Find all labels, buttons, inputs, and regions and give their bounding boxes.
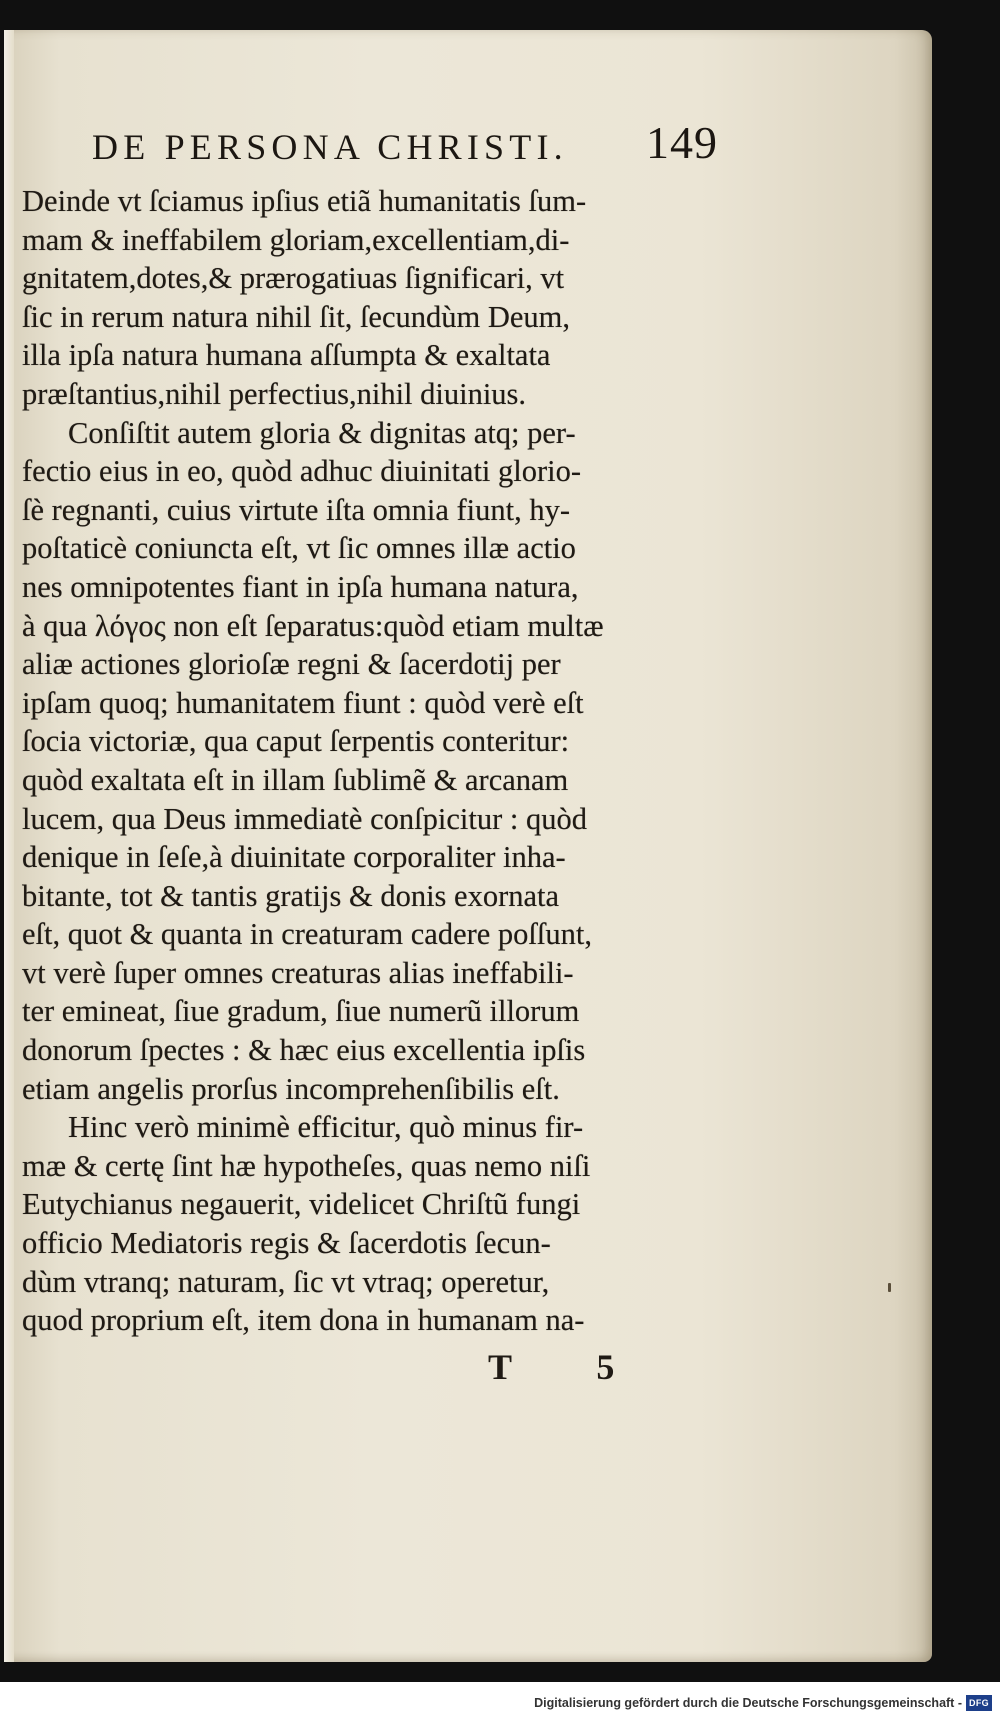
text-line: Conſiſtit autem gloria & dignitas atq; per- <box>68 415 576 450</box>
text-line: ter emineat, ſiue gradum, ſiue numerũ illorum <box>22 994 580 1029</box>
text-line: etiam angelis prorſus incomprehenſibilis eſt. <box>22 1071 560 1106</box>
text-line: à qua λόγος non eſt ſeparatus:quòd etiam multæ <box>22 608 604 643</box>
signature-mark: T 5 <box>488 1347 653 1387</box>
text-line: denique in ſeſe,à diuinitate corporaliter inha- <box>22 840 566 875</box>
text-line: poſtaticè coniuncta eſt, vt ſic omnes illæ actio <box>22 531 576 566</box>
text-line: Eutychianus negauerit, videlicet Chriſtũ fungi <box>22 1187 581 1222</box>
text-line: quod proprium eſt, item dona in humanam na- <box>22 1303 585 1338</box>
paper-spot <box>888 1283 891 1292</box>
text-line: vt verè ſuper omnes creaturas alias ineffabili- <box>22 955 574 990</box>
text-line: Deinde vt ſciamus ipſius etiã humanitatis ſum- <box>22 184 587 218</box>
text-line: lucem, qua Deus immediatè conſpicitur : quòd <box>22 801 587 836</box>
text-line: nes omnipotentes fiant in ipſa humana natura, <box>22 569 579 604</box>
text-line: aliæ actiones glorioſæ regni & ſacerdotij per <box>22 647 561 682</box>
text-line: eſt, quot & quanta in creaturam cadere poſſunt, <box>22 917 592 952</box>
running-title: DE PERSONA CHRISTI. <box>92 127 568 167</box>
text-line: ipſam quoq; humanitatem fiunt : quòd verè eſt <box>22 685 584 720</box>
page-edge <box>4 30 14 1662</box>
page-header <box>84 110 724 178</box>
text-line: mam & ineffabilem gloriam,excellentiam,di- <box>22 222 570 257</box>
text-line: gnitatem,dotes,& prærogatiuas ſignificari, vt <box>22 261 565 296</box>
dfg-logo-icon: DFG <box>966 1695 992 1711</box>
text-line: fectio eius in eo, quòd adhuc diuinitati glorio- <box>22 454 582 489</box>
text-line: Hinc verò minimè efficitur, quò minus fir- <box>68 1110 584 1145</box>
text-line: ſocia victoriæ, qua caput ſerpentis conteritur: <box>22 724 570 759</box>
text-line: donorum ſpectes : & hæc eius excellentia ipſis <box>22 1033 586 1068</box>
text-line: officio Mediatoris regis & ſacerdotis ſecun- <box>22 1226 551 1261</box>
body-text <box>22 182 722 1340</box>
text-line: bitante, tot & tantis gratijs & donis exornata <box>22 878 560 913</box>
text-line: præſtantius,nihil perfectius,nihil diuinius. <box>22 376 527 411</box>
text-line: illa ipſa natura humana aſſumpta & exaltata <box>22 338 551 373</box>
book-page <box>4 30 932 1662</box>
text-line: ſic in rerum natura nihil ſit, ſecundùm Deum, <box>22 299 571 334</box>
text-line: mæ & certę ſint hæ hypotheſes, quas nemo niſi <box>22 1148 591 1183</box>
text-line: quòd exaltata eſt in illam ſublimẽ & arcanam <box>22 762 569 797</box>
funding-credit: Digitalisierung gefördert durch die Deutsche Forschungsgemeinschaft - <box>534 1696 962 1710</box>
digitization-footer <box>0 1682 1000 1724</box>
text-line: dùm vtranq; naturam, ſic vt vtraq; operetur, <box>22 1264 550 1299</box>
text-line: ſè regnanti, cuius virtute iſta omnia fiunt, hy- <box>22 492 571 527</box>
page-number: 149 <box>646 117 718 168</box>
